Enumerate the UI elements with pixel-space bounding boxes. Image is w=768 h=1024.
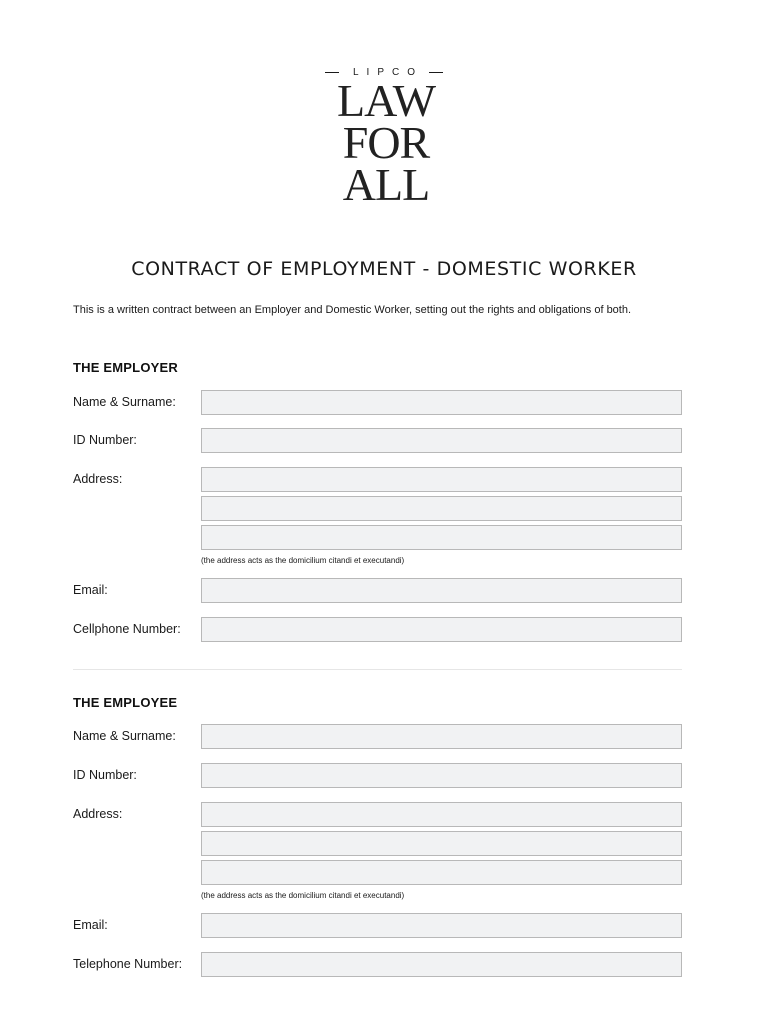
logo-rule-right — [429, 72, 443, 73]
logo-word-law: LAW — [336, 75, 436, 126]
employer-heading: THE EMPLOYER — [73, 360, 178, 375]
employer-id-label: ID Number: — [73, 433, 137, 447]
law-for-all-logo — [0, 64, 768, 210]
employer-email-label: Email: — [73, 583, 108, 597]
employee-id-field[interactable] — [201, 763, 682, 788]
employer-name-field[interactable] — [201, 390, 682, 415]
employee-address-line-1-field[interactable] — [201, 802, 682, 827]
employer-id-field[interactable] — [201, 428, 682, 453]
employee-address-line-2-field[interactable] — [201, 831, 682, 856]
employer-email-field[interactable] — [201, 578, 682, 603]
employer-name-label: Name & Surname: — [73, 395, 176, 409]
employer-address-line-3-field[interactable] — [201, 525, 682, 550]
employer-address-line-2-field[interactable] — [201, 496, 682, 521]
employer-cellphone-label: Cellphone Number: — [73, 622, 181, 636]
employee-telephone-label: Telephone Number: — [73, 957, 183, 971]
employee-email-field[interactable] — [201, 913, 682, 938]
employee-name-field[interactable] — [201, 724, 682, 749]
logo-word-for: FOR — [342, 117, 430, 168]
employee-heading: THE EMPLOYEE — [73, 695, 178, 710]
employee-address-label: Address: — [73, 807, 123, 821]
employee-id-label: ID Number: — [73, 768, 137, 782]
logo-word-all: ALL — [342, 159, 430, 210]
employee-address-line-3-field[interactable] — [201, 860, 682, 885]
employer-cellphone-field[interactable] — [201, 617, 682, 642]
section-divider — [73, 669, 682, 670]
logo-brand: LIPCO — [352, 66, 423, 78]
employee-name-label: Name & Surname: — [73, 729, 176, 743]
employer-address-line-1-field[interactable] — [201, 467, 682, 492]
document-title: CONTRACT OF EMPLOYMENT - DOMESTIC WORKER — [131, 258, 637, 280]
document-intro: This is a written contract between an Employer and Domestic Worker, setting out the rights and obligations of both. — [73, 304, 632, 316]
employee-telephone-field[interactable] — [201, 952, 682, 977]
employer-address-note: (the address acts as the domicilium citandi et executandi) — [201, 556, 405, 565]
employee-address-note: (the address acts as the domicilium citandi et executandi) — [201, 891, 405, 900]
logo-rule-left — [325, 72, 339, 73]
employee-email-label: Email: — [73, 918, 108, 932]
employer-address-label: Address: — [73, 472, 123, 486]
